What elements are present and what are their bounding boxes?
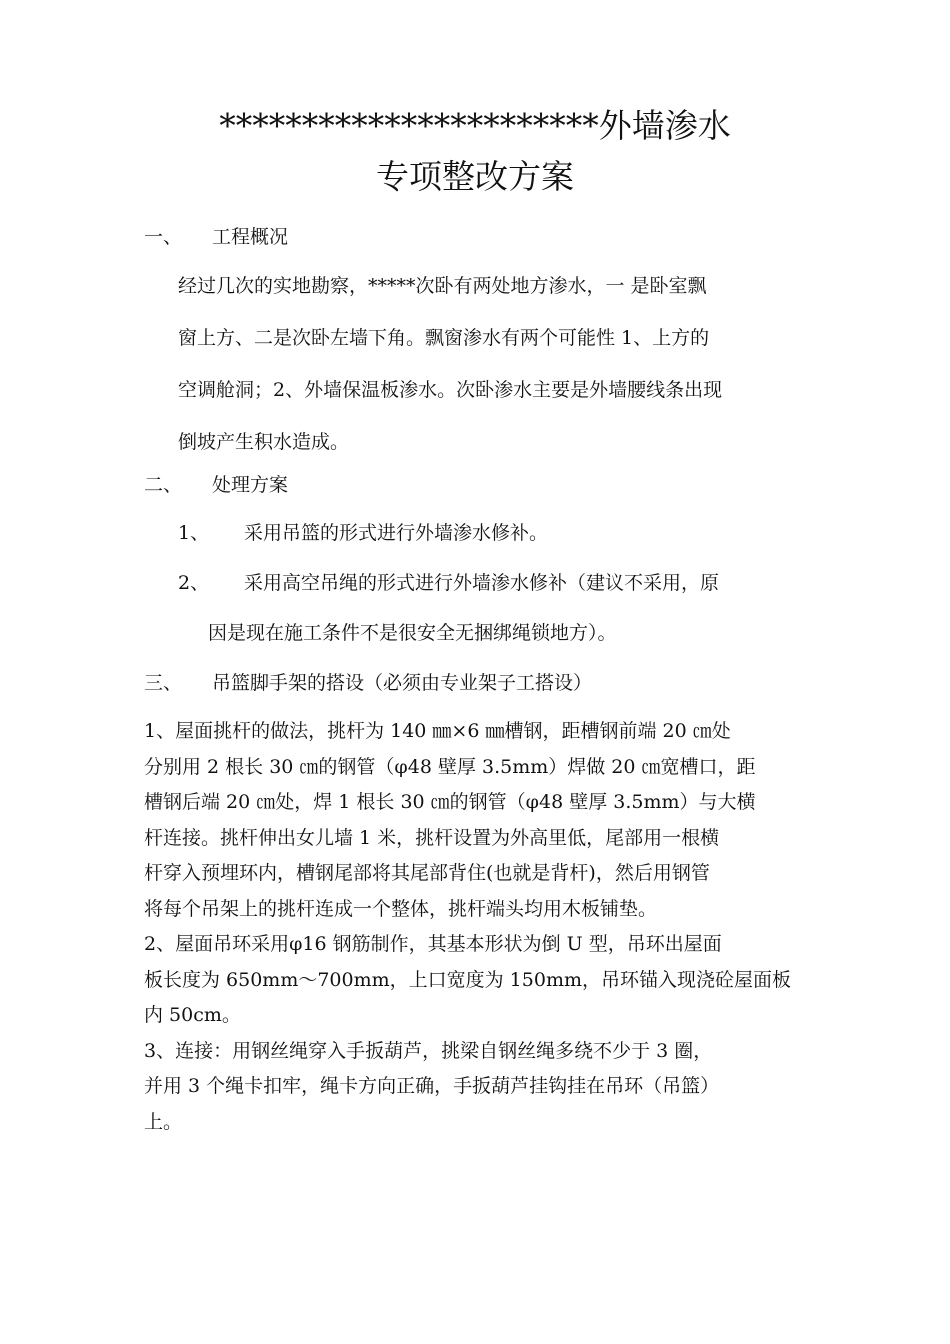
section2-item-2-continuation: 因是现在施工条件不是很安全无捆绑绳锁地方）。 [208,622,617,644]
section1-number: 一、 [144,226,183,248]
item-number: 1、 [178,522,210,544]
section3-line: 分别用 2 根长 30 ㎝的钢管（φ48 壁厚 3.5mm）焊做 20 ㎝宽槽口，距 [144,755,756,778]
section3-line: 将每个吊架上的挑杆连成一个整体，挑杆端头均用木板铺垫。 [144,897,658,920]
section3-line: 3、连接：用钢丝绳穿入手扳葫芦，挑梁自钢丝绳多绕不少于 3 圈， [144,1039,713,1062]
section1-line: 倒坡产生积水造成。 [178,431,350,453]
section2-number: 二、 [144,474,183,496]
section2-label: 处理方案 [212,474,289,496]
section1-line: 窗上方、二是次卧左墙下角。飘窗渗水有两个可能性 1、上方的 [178,327,710,349]
section1-line: 经过几次的实地勘察，*****次卧有两处地方渗水，一 是卧室飘 [178,275,707,297]
section3-line: 槽钢后端 20 ㎝处，焊 1 根长 30 ㎝的钢管（φ48 壁厚 3.5mm）与大横 [144,791,756,813]
item-text: 采用高空吊绳的形式进行外墙渗水修补（建议不采用，原 [244,572,720,594]
section3-label: 吊篮脚手架的搭设（必须由专业架子工搭设） [212,672,593,694]
section3-line: 1、屋面挑杆的做法，挑杆为 140 ㎜×6 ㎜槽钢，距槽钢前端 20 ㎝处 [144,720,731,742]
section2-heading [144,470,288,500]
section3-body [144,716,810,1142]
item-number: 2、 [178,572,210,594]
section3-line: 内 50cm。 [144,1004,241,1026]
section3-line: 2、屋面吊环采用φ16 钢筋制作，其基本形状为倒 U 型，吊环出屋面 [144,933,722,955]
section3-line: 板长度为 650mm～700mm，上口宽度为 150mm，吊环锚入现浇砼屋面板 [144,968,791,991]
section3-number: 三、 [144,672,183,694]
section3-line: 上。 [144,1110,183,1133]
section2-item-2 [178,568,719,598]
section2-item-1 [178,518,548,548]
section1-paragraph [178,271,808,479]
section1-heading [144,222,288,252]
section3-heading [144,668,592,698]
document-title-line1: ***********************外墙渗水 [219,106,731,145]
section3-line: 杆穿入预埋环内，槽钢尾部将其尾部背住(也就是背杆)，然后用钢管 [144,862,710,884]
section1-line: 空调舱洞；2、外墙保温板渗水。次卧渗水主要是外墙腰线条出现 [178,379,723,401]
item-text: 采用吊篮的形式进行外墙渗水修补。 [244,522,549,544]
section3-line: 杆连接。挑杆伸出女儿墙 1 米，挑杆设置为外高里低，尾部用一根横 [144,826,720,849]
section3-line: 并用 3 个绳卡扣牢，绳卡方向正确，手扳葫芦挂钩挂在吊环（吊篮） [144,1075,720,1097]
document-title-line2: 专项整改方案 [376,157,574,196]
section1-label: 工程概况 [212,226,289,248]
